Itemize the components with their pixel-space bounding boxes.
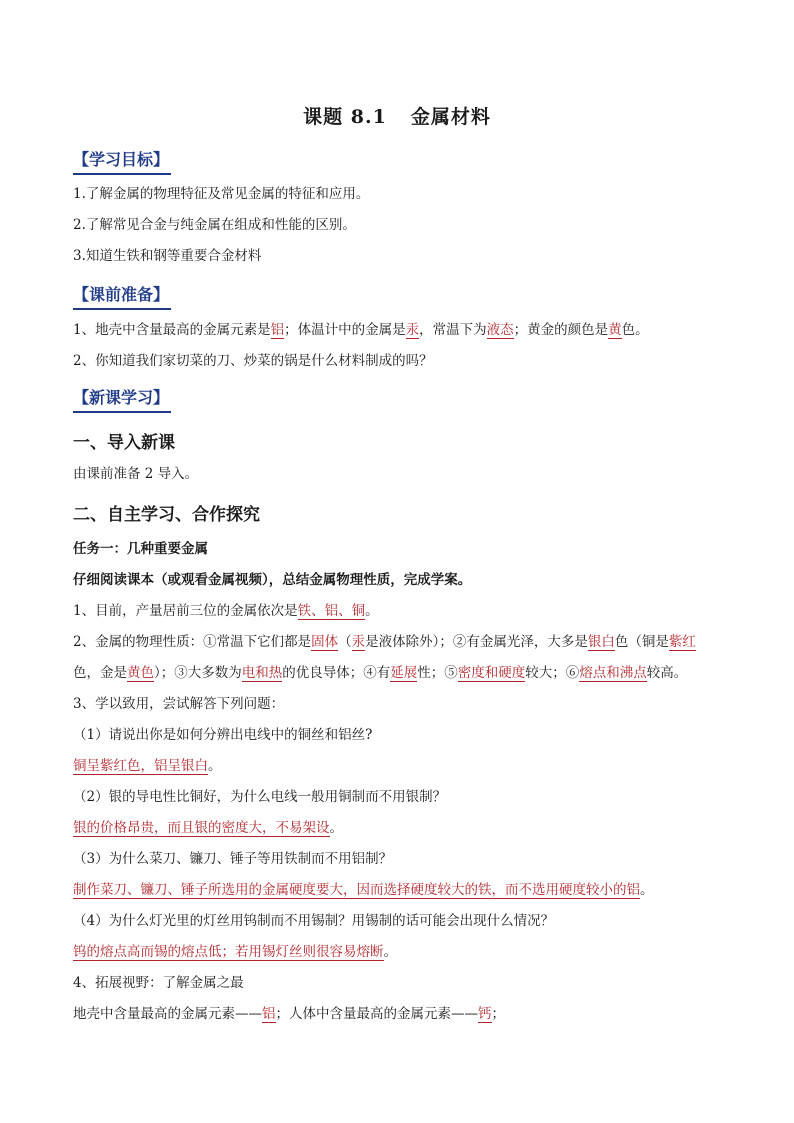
answer: 钙 [478, 1006, 492, 1022]
answer: 铝 [270, 322, 285, 338]
q-text: 2、金属的物理性质：①常温下它们都是 [73, 634, 312, 650]
answer: 汞 [351, 634, 366, 650]
q-text: 1、地壳中含量最高的金属元素是 [73, 322, 271, 338]
q-text: ；人体中含量最高的金属元素—— [275, 1006, 478, 1022]
answer: 银的价格昂贵，而且银的密度大，不易架设 [73, 820, 330, 836]
q-text: 色。 [621, 322, 649, 338]
title-name: 金属材料 [410, 106, 491, 128]
answer: 电和热 [241, 665, 283, 681]
item-4: 4、拓展视野：了解金属之最 [73, 975, 244, 991]
answer-3 [73, 881, 654, 899]
prep-question-1 [73, 321, 649, 339]
page-title [0, 102, 794, 129]
q-text: 。 [329, 820, 343, 836]
item-2-line-1 [73, 633, 696, 651]
answer: 延展 [390, 665, 418, 681]
answer: 紫红 [668, 634, 696, 650]
answer: 银白 [587, 634, 615, 650]
q-text: 较高。 [646, 665, 688, 681]
answer-4 [73, 943, 397, 961]
q-text: 1、目前，产量居前三位的金属依次是 [73, 603, 298, 619]
q-text: 色，金是 [73, 665, 127, 681]
answer: 铝 [262, 1006, 276, 1022]
title-code: 课题 8.1 [303, 106, 387, 128]
section-heading-new-lesson: 【新课学习】 [73, 386, 171, 413]
metal-records-line [73, 1005, 505, 1023]
answer: 制作菜刀、镰刀、锤子所选用的金属硬度要大，因而选择硬度较大的铁，而不选用硬度较小的铝 [73, 882, 640, 898]
heading-self-study: 二、自主学习、合作探究 [73, 505, 260, 525]
answer: 液态 [486, 322, 514, 338]
goal-item-1: 1.了解金属的物理特征及常见金属的特征和应用。 [73, 186, 370, 202]
q-text: 是液体除外）；②有金属光泽，大多是 [365, 634, 588, 650]
q-text: ；体温计中的金属是 [284, 322, 406, 338]
goal-item-3: 3.知道生铁和钢等重要合金材料 [73, 248, 262, 264]
q-text: 的优良导体；④有 [282, 665, 391, 681]
goal-item-2: 2.了解常见合金与纯金属在组成和性能的区别。 [73, 217, 356, 233]
task-title: 任务一：几种重要金属 [73, 541, 208, 557]
q-text: 。 [208, 758, 222, 774]
answer: 钨的熔点高而锡的熔点低；若用锡灯丝则很容易熔断 [73, 944, 384, 960]
intro-text: 由课前准备 2 导入。 [73, 466, 199, 482]
task-instruction: 仔细阅读课本（或观看金属视频），总结金属物理性质，完成学案。 [73, 572, 472, 588]
answer: 黄 [608, 322, 622, 338]
section-heading-goals: 【学习目标】 [73, 148, 171, 175]
q-text: 色（铜是 [614, 634, 669, 650]
q-text: 地壳中含量最高的金属元素—— [73, 1006, 262, 1022]
answer: 汞 [405, 322, 420, 338]
answer-2 [73, 819, 343, 837]
answer: 铜呈紫红色，铝呈银白 [73, 758, 208, 774]
heading-intro: 一、导入新课 [73, 433, 175, 453]
q-text: ； [491, 1006, 505, 1022]
q-text: ）；③大多数为 [154, 665, 242, 681]
question-2: （2）银的导电性比铜好，为什么电线一般用铜制而不用银制？ [73, 789, 447, 805]
q-text: 较大；⑥ [525, 665, 580, 681]
answer: 固体 [311, 634, 339, 650]
q-text: 性；⑤ [417, 665, 458, 681]
item-2-line-2 [73, 664, 687, 682]
item-1 [73, 602, 379, 620]
question-4: （4）为什么灯光里的灯丝用钨制而不用锡制？用锡制的话可能会出现什么情况？ [73, 913, 555, 929]
q-text: 。 [640, 882, 654, 898]
question-3: （3）为什么菜刀、镰刀、锤子等用铁制而不用铝制？ [73, 851, 393, 867]
answer-1 [73, 757, 222, 775]
answer: 铁、铝、铜 [297, 603, 366, 619]
q-text: ，常温下为 [419, 322, 487, 338]
prep-question-2: 2、你知道我们家切菜的刀、炒菜的锅是什么材料制成的吗？ [73, 353, 433, 369]
answer: 黄色 [127, 665, 154, 681]
q-text: ；黄金的颜色是 [513, 322, 609, 338]
q-text: （ [338, 634, 352, 650]
item-3: 3、学以致用，尝试解答下列问题： [73, 696, 285, 712]
q-text: 。 [365, 603, 379, 619]
question-1: （1）请说出你是如何分辨出电线中的铜丝和铝丝? [73, 727, 373, 743]
answer: 密度和硬度 [457, 665, 526, 681]
answer: 熔点和沸点 [579, 665, 647, 681]
section-heading-prep: 【课前准备】 [73, 283, 171, 310]
q-text: 。 [383, 944, 397, 960]
